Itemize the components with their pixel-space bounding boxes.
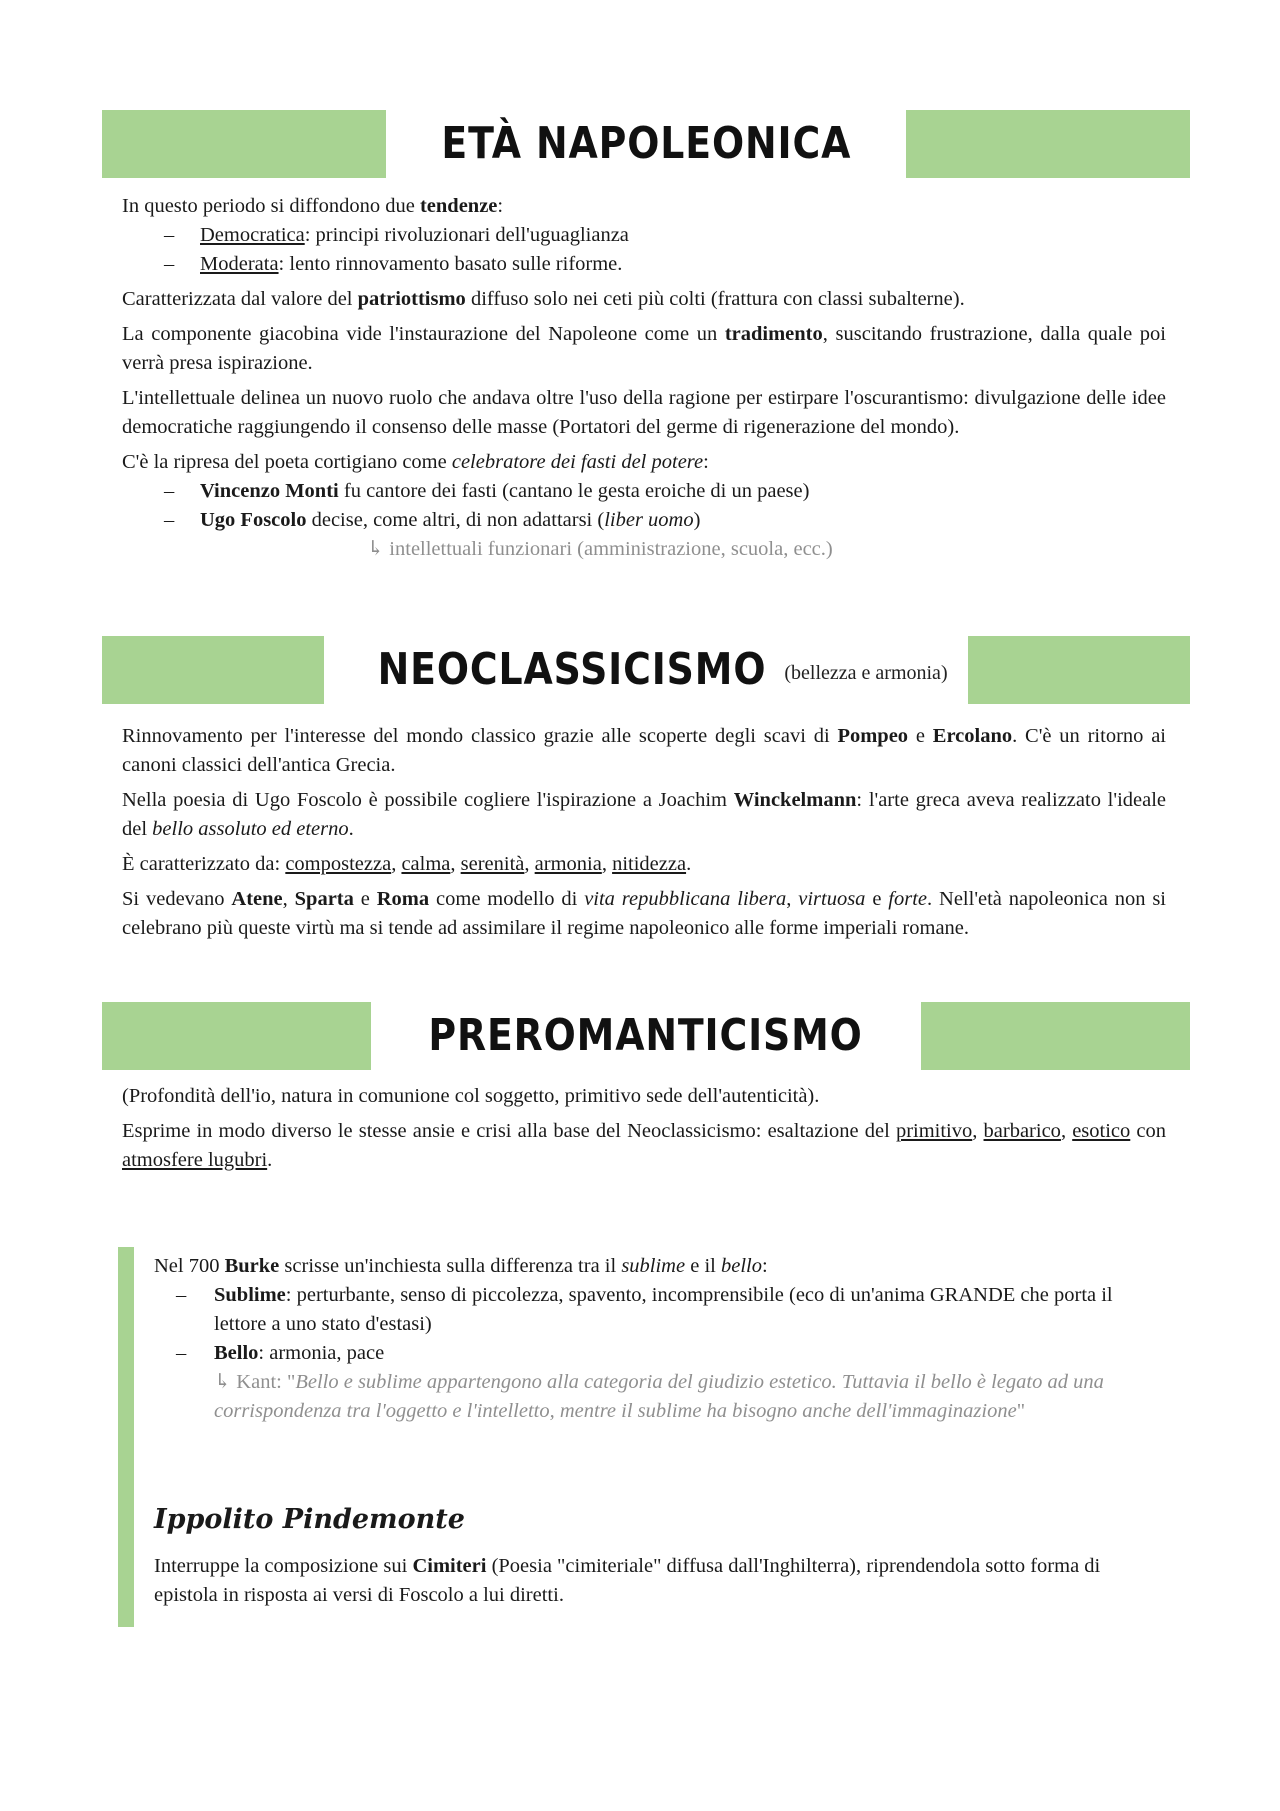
paragraph: Si vedevano Atene, Sparta e Roma come modello di vita repubblicana libera, virtuosa e forte. Nell'età napoleonica non si celebrano più queste virtù ma si tende ad assimilare il regime napoleonico alle forme imperiali romane.: [122, 888, 1166, 939]
burke-block: [154, 1252, 1164, 1426]
paragraph: È caratterizzato da: compostezza, calma, serenità, armonia, nitidezza.: [122, 853, 692, 875]
list-item: – Democratica: principi rivoluzionari dell'uguaglianza: [122, 221, 1166, 250]
paragraph: Nella poesia di Ugo Foscolo è possibile cogliere l'ispirazione a Joachim Winckelmann: l'arte greca aveva realizzato l'ideale del bello assoluto ed eterno.: [122, 789, 1167, 840]
paragraph: Nel 700 Burke scrisse un'inchiesta sulla differenza tra il sublime e il bello:: [154, 1255, 768, 1277]
section-title-napoleonica: ETÀ NAPOLEONICA: [441, 118, 851, 169]
paragraph: Interruppe la composizione sui Cimiteri (Poesia "cimiteriale" diffusa dall'Inghilterra), riprendendola sotto forma di epistola in risposta ai versi di Foscolo a lui diretti.: [154, 1555, 1101, 1606]
kant-note: ↳ Kant: "Bello e sublime appartengono alla categoria del giudizio estetico. Tuttavia il bello è legato ad una corrispondenza tra l'oggetto e l'intelletto, mentre il sublime ha bisogno anche dell'immaginazione": [214, 1371, 1104, 1422]
section-band-neoclassicismo: [102, 636, 1190, 704]
burke-list: [154, 1281, 1164, 1368]
list-item: – Vincenzo Monti fu cantore dei fasti (cantano le gesta eroiche di un paese): [122, 477, 1166, 506]
tendenze-list: [122, 221, 1166, 279]
pindemonte-heading: Ippolito Pindemonte: [154, 1504, 465, 1535]
neoclassicismo-body: [122, 722, 1166, 949]
paragraph: C'è la ripresa del poeta cortigiano come celebratore dei fasti del potere:: [122, 451, 709, 473]
section-title-neoclassicismo: NEOCLASSICISMO: [378, 644, 767, 695]
paragraph: Caratterizzata dal valore del patriottismo diffuso solo nei ceti più colti (frattura con classi subalterne).: [122, 288, 965, 310]
section-band-preromanticismo: [102, 1002, 1190, 1070]
paragraph: L'intellettuale delinea un nuovo ruolo che andava oltre l'uso della ragione per estirpare l'oscurantismo: divulgazione delle idee democratiche raggiungendo il consenso delle masse (Portatori del germe di rigenerazione del mondo).: [122, 387, 1166, 438]
napoleonica-body: [122, 192, 1166, 564]
paragraph: Esprime in modo diverso le stesse ansie e crisi alla base del Neoclassicismo: esaltazione del primitivo, barbarico, esotico con atmosfere lugubri.: [122, 1120, 1167, 1171]
paragraph: (Profondità dell'io, natura in comunione col soggetto, primitivo sede dell'autenticità).: [122, 1085, 820, 1107]
pindemonte-body: [154, 1552, 1164, 1610]
list-item: – Bello: armonia, pace: [154, 1339, 1164, 1368]
list-item: – Ugo Foscolo decise, come altri, di non adattarsi (liber uomo): [122, 506, 1166, 535]
poets-list: [122, 477, 1166, 535]
list-item: – Sublime: perturbante, senso di piccolezza, spavento, incomprensibile (eco di un'anima GRANDE che porta il lettore a uno stato d'estasi): [154, 1281, 1164, 1339]
sub-note: ↳ intellettuali funzionari (amministrazione, scuola, ecc.): [367, 538, 833, 560]
paragraph: Rinnovamento per l'interesse del mondo classico grazie alle scoperte degli scavi di Pompeo e Ercolano. C'è un ritorno ai canoni classici dell'antica Grecia.: [122, 725, 1166, 776]
section-band-napoleonica: [102, 110, 1190, 178]
quote-side-bar: [118, 1247, 134, 1627]
section-title-preromanticismo: PREROMANTICISMO: [428, 1010, 864, 1061]
preromanticismo-body: [122, 1082, 1166, 1181]
paragraph: La componente giacobina vide l'instaurazione del Napoleone come un tradimento, suscitando frustrazione, dalla quale poi verrà presa ispirazione.: [122, 323, 1167, 374]
list-item: – Moderata: lento rinnovamento basato sulle riforme.: [122, 250, 1166, 279]
section-note-neoclassicismo: (bellezza e armonia): [784, 661, 948, 684]
paragraph: In questo periodo si diffondono due tendenze:: [122, 195, 504, 217]
